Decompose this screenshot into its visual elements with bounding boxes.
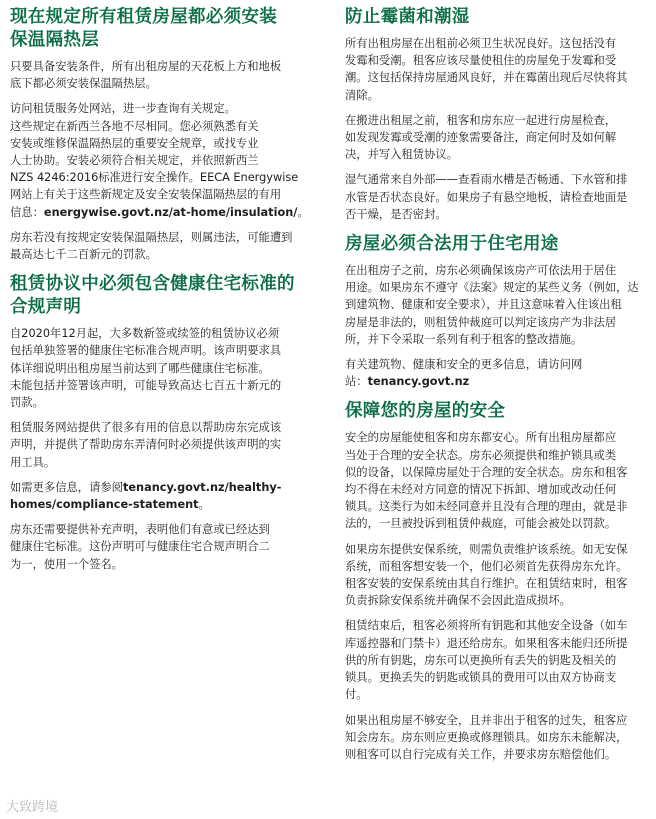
compliance-paragraph-1: 自2020年12月起，大多数新签或续签的租赁协议必须 包括单独签署的健康住宅标准合规声明。该声明要求具 体详细说明出租房屋当前达到了哪些健康住宅标准。 未能包括并签署该声明，可能导致高达七百五十新元的 罚款。 [10,327,282,410]
insulation-section [10,6,310,263]
security-paragraph-2: 如果房东提供安保系统，则需负责维护该系统。如无安保 系统，而租客想安装一个，他们必须首先获得房东允许。 租客安装的安保系统由其自行维护。在租赁结束时，租客 负责拆除安保系统并确保不会因此造成损坏。 [345,542,628,608]
left-column [10,6,310,583]
watermark: 大致跨境 [6,800,59,815]
security-paragraph-4: 如果出租房屋不够安全，且并非出于租客的过失，租客应 知会房东。房东则应更换或修理锁具。如房东未能解决， 则租客可以自行完成有关工作，并要求房东赔偿他们。 [345,713,628,761]
mould-paragraph-2: 在搬进出租屋之前，租客和房东应一起进行房屋检查， 如发现发霉或受潮的迹象需要备注，商定何时及如何解 决，并写入租赁协议。 [345,113,617,162]
mould-section [345,6,648,223]
legal-use-section [345,233,648,390]
compliance-paragraph-2: 租赁服务网站提供了很多有用的信息以帮助房东完成该 声明，并提供了帮助房东弄清何时必须提供该声明的实 用工具。 [10,421,282,469]
mould-paragraph-3: 湿气通常来自外部——查看雨水槽是否畅通、下水管和排 水管是否状态良好。如果房子有悬空地板，请检查地面是 否干燥，是否密封。 [345,173,628,221]
security-paragraph-3: 租赁结束后，租客必须将所有钥匙和其他安全设备（如车 库遥控器和门禁卡）退还给房东。如果租客未能归还所提 供的所有钥匙，房东可以更换所有丢失的钥匙及相关的 锁具。更换丢失的钥匙或锁具的费用可以由双方协商支 付。 [345,619,628,702]
compliance-section [10,273,310,573]
mould-heading: 防止霉菌和潮湿 [345,7,470,27]
insulation-heading: 现在规定所有租赁房屋都必须安装 保温隔热层 [10,7,277,50]
insulation-paragraph-1: 只要具备安装条件，所有出租房屋的天花板上方和地板 底下都必须安装保温隔热层。 [10,60,282,91]
security-section [345,400,648,763]
compliance-heading: 租赁协议中必须包含健康住宅标准的 合规声明 [10,274,295,318]
insulation-paragraph-3: 房东若没有按规定安装保温隔热层，则属违法，可能遭到 最高达七千二百新元的罚款。 [10,230,293,262]
compliance-paragraph-4: 房东还需要提供补充声明，表明他们有意或已经达到 健康住宅标准。这份声明可与健康住宅合规声明合二 为一，使用一个签名。 [10,523,270,571]
compliance-link[interactable]: tenancy.govt.nz/healthy- homes/compliance-statement [10,480,282,512]
legal-use-paragraph-1: 在出租房子之前，房东必须确保该房产可依法用于居住 用途。如果房东不遵守《法案》规定的某些义务（例如，达 到建筑物、健康和安全要求），并且这意味着入住该出租 房屋是非法的，则租赁仲裁庭可以判定该房产为非法居 所，并下令采取一系列有利于租客的整改措施。 [345,264,639,346]
legal-use-paragraph-2: 有关建筑物、健康和安全的更多信息，请访问网 站：tenancy.govt.nz [345,358,583,389]
compliance-paragraph-3: 如需更多信息，请参阅tenancy.govt.nz/healthy- homes/compliance-statement。 [10,480,282,512]
tenancy-link[interactable]: tenancy.govt.nz [367,375,470,389]
energywise-link[interactable]: energywise.govt.nz/at-home/insulation/ [43,205,298,219]
legal-use-heading: 房屋必须合法用于住宅用途 [345,234,559,255]
security-heading: 保障您的房屋的安全 [345,401,506,422]
security-paragraph-1: 安全的房屋能使租客和房东都安心。所有出租房屋都应 当处于合理的安全状态。房东必须提供和维护锁具或类 似的设备，以保障房屋处于合理的安全状态。房东和租客 均不得在未经对方同意的情况下拆卸、增加或改动任何 锁具。这类行为如未经同意并且没有合理的理由，就是非 法的，一旦被投诉到租赁仲裁庭，可能会被处以罚款。 [345,431,628,531]
mould-paragraph-1: 所有出租房屋在出租前必须卫生状况良好。这包括没有 发霉和受潮。租客应该尽量使租住的房屋免于发霉和受 潮。这包括保持房屋通风良好，并在霉菌出现后尽快将其 清除。 [345,37,628,102]
insulation-paragraph-2: 访问租赁服务处网站，进一步查询有关规定。 这些规定在新西兰各地不尽相同。您必须熟悉有关 安装或维修保温隔热层的重要安全规章，或找专业 人士协助。安装必须符合相关规定，并依照新西兰 NZS 4246:2016标准进行安全操作。EECA Energywise 网站上有关于这些新规定及安全安装保温隔热层的有用 信息：energywise.govt.nz/at-home/insulation/。 [10,102,309,219]
right-column [345,6,648,773]
